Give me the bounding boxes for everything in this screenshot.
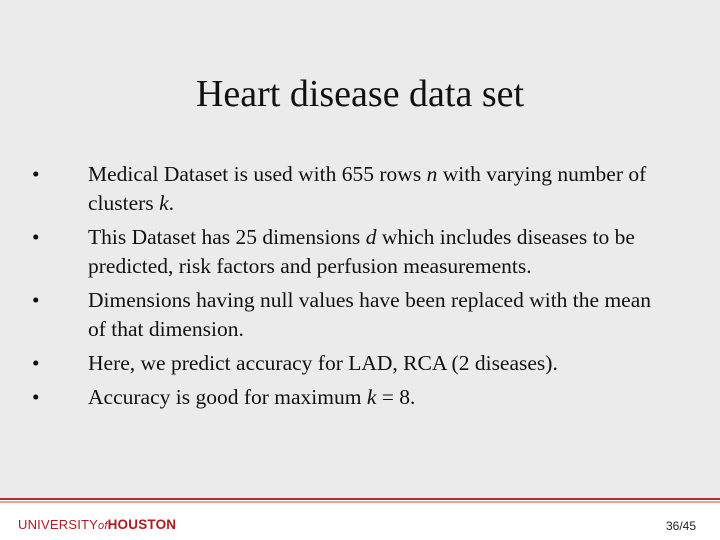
bullet-dot-icon: • — [32, 225, 40, 249]
bullet-dot-icon: • — [32, 351, 40, 375]
university-logo — [18, 517, 176, 535]
bullet-item — [30, 383, 670, 412]
bullet-text: . — [168, 191, 174, 215]
bullet-item — [30, 160, 670, 218]
logo-university: UNIVERSITY — [18, 517, 99, 532]
bullet-text: Dimensions having null values have been replaced with the mean of that dimension. — [88, 288, 652, 341]
page-number: 36/45 — [665, 519, 696, 533]
bullet-variable: n — [426, 162, 438, 186]
bullet-variable: d — [365, 225, 377, 249]
bullet-text: = 8. — [376, 385, 416, 409]
bullet-text: with varying number of clusters — [88, 162, 647, 215]
slide-title: Heart disease data set — [195, 73, 525, 115]
logo-of: of — [98, 520, 108, 532]
bullet-text: This Dataset has 25 dimensions — [88, 225, 366, 249]
bullet-dot-icon: • — [32, 385, 40, 409]
bullet-list — [30, 160, 670, 417]
logo-houston: HOUSTON — [107, 517, 177, 532]
bullet-text: Accuracy is good for maximum — [88, 385, 367, 409]
bullet-text: Medical Dataset is used with 655 rows — [88, 162, 427, 186]
footer-rule-dark — [0, 498, 720, 500]
bullet-text: Here, we predict accuracy for LAD, RCA (2 diseases). — [88, 351, 558, 375]
bullet-variable: k — [366, 385, 377, 409]
bullet-variable: k — [159, 191, 169, 215]
bullet-dot-icon: • — [32, 162, 40, 186]
bullet-item — [30, 286, 670, 344]
bullet-dot-icon: • — [32, 288, 40, 312]
bullet-item — [30, 349, 670, 378]
bullet-text: which includes diseases to be predicted, risk factors and perfusion measurements. — [88, 225, 635, 278]
bullet-item — [30, 223, 670, 281]
footer-rule-light — [0, 501, 720, 503]
